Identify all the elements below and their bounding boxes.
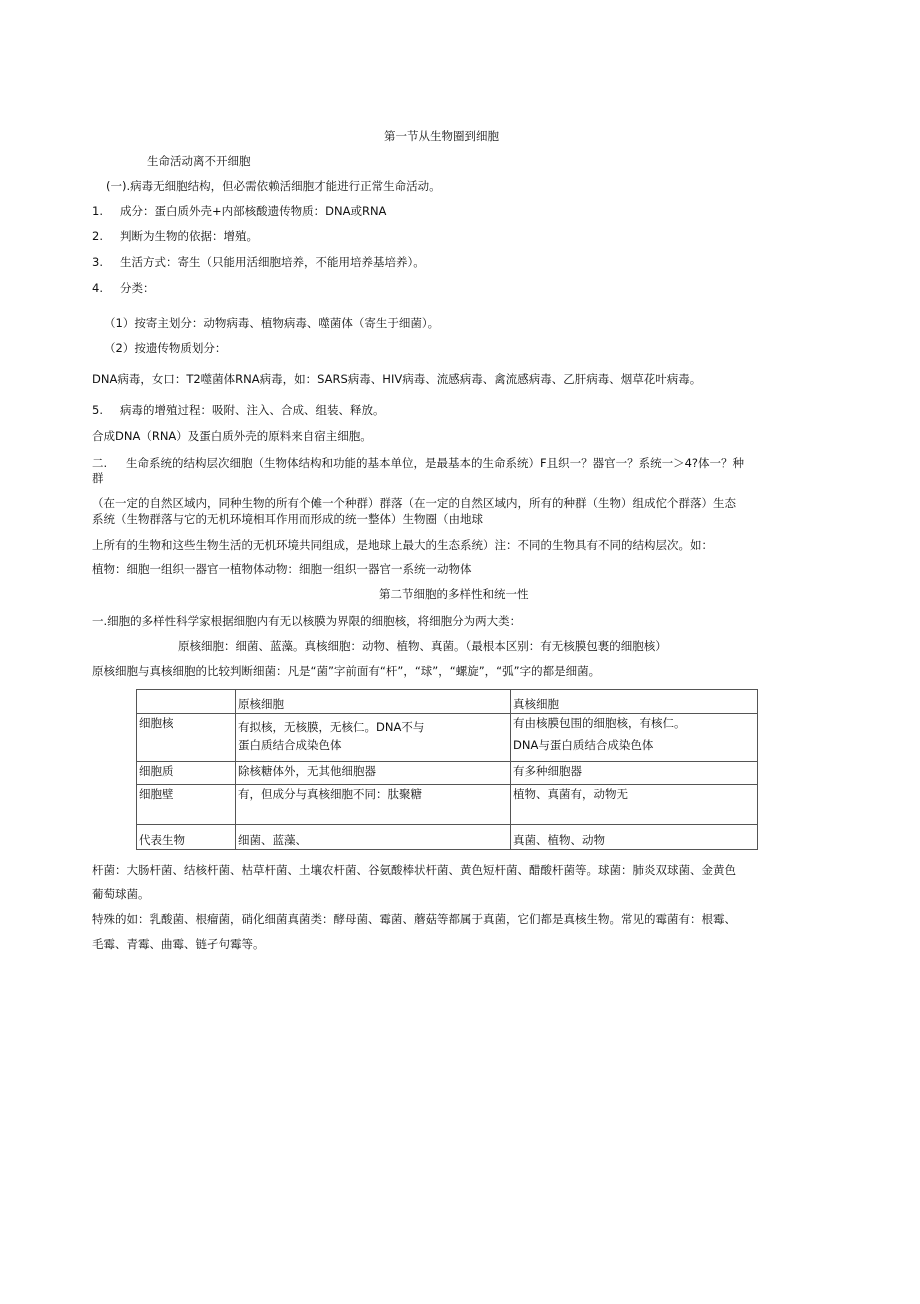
part2-line: （在一定的自然区域内，同种生物的所有个傩一个种群）群落（在一定的自然区域内，所有的种群（生物）组成佗个群落）生态 (92, 496, 736, 510)
table-cell: 有多种细胞器 (511, 762, 758, 785)
special-line: 毛霉、青霉、曲霉、链孑句霉等。 (92, 937, 265, 951)
list-item (92, 254, 425, 270)
synthesis-note: 合成DNA（RNA）及蛋白质外壳的原料来自宿主细胞。 (92, 429, 372, 443)
table-row (137, 762, 758, 785)
row-label: 细胞壁 (137, 785, 236, 825)
table-cell: 除核糖体外，无其他细胞器 (236, 762, 511, 785)
cell-line: 有拟核，无核膜，无核仁。DNA不与 (238, 720, 425, 734)
virus-intro: (一).病毒无细胞结构，但必需依赖活细胞才能进行正常生命活动。 (106, 179, 441, 193)
cell-line: DNA与蛋白质结合成染色体 (513, 738, 654, 752)
cell-line: 蛋白质结合成染色体 (238, 738, 342, 752)
row-label: 代表生物 (137, 825, 236, 850)
heading-life-activity: 生命活动离不开细胞 (147, 154, 251, 168)
part2-line: 系统（生物群落与它的无机环境相耳作用而形成的统一整体）生物圈（由地球 (92, 512, 483, 526)
list-item (92, 203, 386, 219)
list-item (92, 228, 258, 244)
item-number: 3. (92, 255, 103, 269)
section2-intro: 一.细胞的多样性科学家根据细胞内有无以核膜为界限的细胞核，将细胞分为两大类： (92, 614, 522, 628)
item-text: 成分：蛋白质外壳+内部核酸遗传物质：DNA或RNA (120, 204, 387, 218)
table-row (137, 714, 758, 762)
table-cell (511, 714, 758, 762)
table-header: 原核细胞 (236, 690, 511, 714)
cell-line: 有由核膜包围的细胞核，有核仁。 (513, 716, 686, 730)
item-text: 病毒的增殖过程：吸附、注入、合成、组装、释放。 (120, 403, 385, 417)
item-number: 5. (92, 403, 103, 417)
part2-text: 生命系统的结构层次细胞（生物体结构和功能的基本单位，是最基本的生命系统）F且织一？器官一？系统一＞4?体一？种 (126, 456, 745, 470)
item-number: 2. (92, 229, 103, 243)
item-text: 分类： (120, 281, 155, 295)
section1-title: 第一节从生物圈到细胞 (384, 129, 499, 143)
compare-line: 原核细胞与真核细胞的比较判断细菌：凡是“菌”字前面有“杆”，“球”，“螺旋”，“弧”字的都是细菌。 (92, 664, 601, 678)
item-number: 4. (92, 281, 103, 295)
table-row (137, 825, 758, 850)
table-header-row (137, 690, 758, 714)
list-item (92, 402, 385, 418)
classification-genetic: （2）按遗传物质划分： (104, 341, 227, 355)
table-cell: 真菌、植物、动物 (511, 825, 758, 850)
table-header: 真核细胞 (511, 690, 758, 714)
table-cell: 有，但成分与真核细胞不同：肽聚糖 (236, 785, 511, 825)
dna-rna-virus: DNA病毒，女口：T2噬菌体RNA病毒，如：SARS病毒、HIV病毒、流感病毒、禽流感病毒、乙肝病毒、烟草花叶病毒。 (92, 372, 702, 386)
part2-line: 上所有的生物和这些生物生活的无机环境共同组成，是地球上最大的生态系统）注：不同的生物具有不同的结构层次。如： (92, 538, 713, 552)
row-label: 细胞核 (137, 714, 236, 762)
part2-line: 群 (92, 471, 104, 485)
special-line: 特殊的如：乳酸菌、根瘤菌，硝化细菌真菌类：酵母菌、霉菌、蘑菇等都属于真菌，它们都是真核生物。常见的霉菌有：根霉、 (92, 912, 736, 926)
comparison-table (136, 689, 758, 850)
classification-host: （1）按寄主划分：动物病毒、植物病毒、噬菌体（寄生于细菌）。 (104, 316, 440, 330)
table-cell: 细菌、蓝藻、 (236, 825, 511, 850)
part2-number: 二. (92, 456, 108, 470)
list-item (92, 280, 155, 296)
item-text: 判断为生物的依据：增殖。 (120, 229, 258, 243)
item-number: 1. (92, 204, 103, 218)
table-row (137, 785, 758, 825)
table-cell: 植物、真菌有，动物无 (511, 785, 758, 825)
item-text: 生活方式：寄生（只能用活细胞培养，不能用培养基培养）。 (120, 255, 425, 269)
section2-title: 第二节细胞的多样性和统一性 (379, 587, 529, 601)
table-cell (236, 714, 511, 762)
cell-types: 原核细胞：细菌、蓝藻。真核细胞：动物、植物、真菌。（最根本区别：有无核膜包裹的细胞核） (178, 639, 667, 653)
part2-line: 植物：细胞一组织一器官一植物体动物：细胞一组织一器官一系统一动物体 (92, 562, 472, 576)
bacteria-line: 葡萄球菌。 (92, 887, 150, 901)
part2-line (92, 455, 744, 471)
row-label: 细胞质 (137, 762, 236, 785)
table-header (137, 690, 236, 714)
bacteria-line: 杆菌：大肠杆菌、结核杆菌、枯草杆菌、土壤农杆菌、谷氨酸棒状杆菌、黄色短杆菌、醋酸杆菌等。球菌：肺炎双球菌、金黄色 (92, 863, 736, 877)
